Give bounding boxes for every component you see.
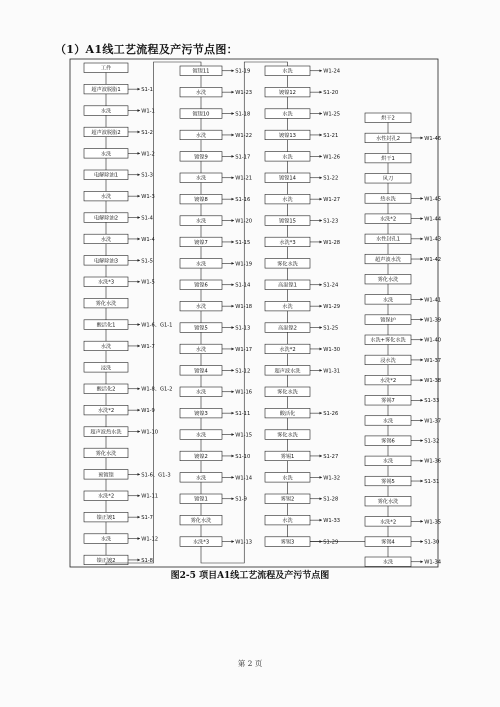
emission-node-label: S1-9 (235, 496, 247, 503)
arrow-head-icon (232, 326, 235, 329)
emission-node-label: W1-34 (424, 559, 442, 566)
emission-node-label: W1-35 (424, 519, 442, 526)
arrow-head-icon (232, 155, 235, 158)
emission-node-label: S1-12 (235, 368, 251, 375)
process-step-label: 水洗 (100, 194, 112, 201)
process-step-label: 高温镍2 (278, 325, 297, 332)
arrow-head-icon (320, 91, 323, 94)
process-step-label: 雾锡7 (381, 398, 395, 405)
process-step-label: 水洗*3 (192, 539, 210, 546)
emission-node-label: W1-11 (141, 493, 159, 500)
process-step-label: 雾化水洗 (277, 432, 298, 439)
process-step-label: 镀镍13 (279, 132, 296, 139)
arrow-head-icon (138, 559, 141, 562)
process-step-label: 水洗*2 (379, 378, 397, 385)
arrow-head-icon (421, 258, 424, 261)
emission-node-label: S1-33 (424, 398, 440, 405)
process-step-label: 超声波脱脂2 (91, 129, 121, 136)
emission-node-label: W1-39 (424, 317, 442, 324)
emission-node-label: S1-22 (323, 175, 339, 182)
process-step-label: 镀镍11 (192, 68, 210, 75)
arrow-head-icon (320, 348, 323, 351)
arrow-head-icon (138, 216, 141, 219)
arrow-head-icon (138, 88, 141, 91)
emission-node-label: S1-23 (323, 218, 339, 225)
process-step-label: 水性封孔1 (375, 236, 401, 243)
emission-node-label: W1-10 (141, 429, 159, 436)
arrow-head-icon (421, 560, 424, 563)
process-step-label: 镀镍15 (279, 218, 296, 225)
process-step-label: 酸活化2 (96, 386, 116, 393)
emission-node-label: W1-25 (323, 111, 341, 118)
process-step-label: 雾锡6 (381, 438, 395, 445)
process-step-label: 镀镍10 (192, 111, 210, 118)
arrow-head-icon (232, 305, 235, 308)
process-step-label: 水洗*2 (97, 493, 115, 500)
emission-node-label: W1-41 (424, 297, 442, 304)
process-step-label: 水洗 (195, 175, 207, 182)
process-step-label: 超声波脱脂1 (91, 87, 121, 94)
process-step-label: 水洗 (382, 559, 394, 566)
emission-node-label: W1-27 (323, 197, 341, 204)
arrow-head-icon (320, 283, 323, 286)
arrow-head-icon (320, 326, 323, 329)
process-step-label: 水洗 (195, 346, 207, 353)
arrow-head-icon (138, 152, 141, 155)
arrow-head-icon (138, 516, 141, 519)
arrow-head-icon (320, 69, 323, 72)
arrow-head-icon (232, 112, 235, 115)
process-step-label: 浸水洗 (380, 357, 396, 364)
emission-node-label: W1-32 (323, 475, 341, 482)
process-step-label: 工件 (100, 65, 112, 72)
arrow-head-icon (232, 283, 235, 286)
process-step-label: 水洗 (195, 90, 207, 97)
emission-node-label: S1-4 (141, 215, 153, 222)
process-step-label: 水洗 (100, 343, 112, 350)
process-step-label: 雾锡2 (280, 496, 295, 503)
emission-node-label: W1-43 (424, 236, 442, 243)
emission-node-label: W1-44 (424, 216, 442, 223)
arrow-head-icon (421, 439, 424, 442)
emission-node-label: S1-26 (323, 411, 339, 418)
emission-node-label: S1-25 (323, 325, 339, 332)
emission-node-label: W1-45 (424, 196, 442, 203)
arrow-head-icon (320, 412, 323, 415)
process-step-label: 水洗 (195, 389, 207, 396)
arrow-head-icon (421, 318, 424, 321)
arrow-head-icon (421, 379, 424, 382)
arrow-head-icon (138, 238, 141, 241)
process-step-label: 电解除油1 (93, 172, 119, 179)
page-number: 第 2 页 (237, 659, 263, 668)
arrow-head-icon (138, 409, 141, 412)
process-step-label: 水洗 (100, 536, 112, 543)
arrow-head-icon (320, 497, 323, 500)
process-step-label: 烘干2 (381, 115, 395, 122)
emission-node-label: W1-17 (235, 346, 253, 353)
process-step-label: 水洗 (195, 432, 207, 439)
emission-node-label: S1-14 (235, 282, 251, 289)
arrow-head-icon (138, 323, 141, 326)
emission-node-label: W1-21 (235, 175, 253, 182)
process-step-label: 电解除油3 (93, 258, 119, 265)
process-step-label: 水洗 (382, 297, 394, 304)
arrow-head-icon (421, 359, 424, 362)
emission-node-label: S1-24 (323, 282, 339, 289)
emission-node-label: S1-18 (235, 111, 251, 118)
arrow-head-icon (232, 241, 235, 244)
arrow-head-icon (421, 137, 424, 140)
emission-node-label: W1-12 (141, 536, 159, 543)
process-step-label: 水洗 (100, 151, 112, 158)
process-step-label: 镀镍8 (194, 197, 208, 204)
emission-node-label: S1-7 (141, 515, 153, 522)
emission-node-label: W1-15 (235, 432, 253, 439)
arrow-head-icon (138, 494, 141, 497)
arrow-head-icon (421, 540, 424, 543)
arrow-head-icon (232, 433, 235, 436)
emission-node-label: S1-17 (235, 154, 251, 161)
emission-node-label: W1-20 (235, 218, 253, 225)
process-step-label: 雾化水洗 (95, 450, 117, 457)
emission-node-label: S1-29 (323, 539, 339, 546)
emission-node-label: W1-6、G1-1 (141, 322, 173, 329)
arrow-head-icon (232, 91, 235, 94)
process-step-label: 镀镍7 (194, 239, 208, 246)
emission-node-label: W1-1 (141, 108, 155, 115)
arrow-head-icon (232, 455, 235, 458)
arrow-head-icon (421, 520, 424, 523)
arrow-head-icon (320, 219, 323, 222)
arrow-head-icon (232, 540, 235, 543)
emission-node-label: S1-11 (235, 411, 251, 418)
process-step-label: 水洗*2 (379, 216, 397, 223)
arrow-head-icon (138, 537, 141, 540)
process-step-label: 水洗 (282, 154, 293, 161)
emission-node-label: S1-30 (424, 539, 440, 546)
process-step-label: 雾锡1 (280, 453, 295, 460)
process-step-label: 水洗+雾化水洗 (370, 337, 406, 344)
process-step-label: 水洗 (100, 236, 112, 243)
process-step-label: 镀镍12 (279, 90, 296, 97)
emission-node-label: W1-23 (235, 90, 253, 97)
process-step-label: 水洗 (382, 458, 394, 465)
process-step-label: 镀镍3 (194, 411, 208, 418)
arrow-head-icon (232, 69, 235, 72)
emission-node-label: S1-13 (235, 325, 251, 332)
emission-node-label: W1-36 (424, 458, 442, 465)
arrow-head-icon (138, 387, 141, 390)
arrow-head-icon (320, 155, 323, 158)
arrow-head-icon (421, 237, 424, 240)
arrow-head-icon (232, 134, 235, 137)
process-step-label: 水洗 (282, 197, 293, 204)
emission-node-label: W1-14 (235, 475, 253, 482)
emission-node-label: W1-7 (141, 343, 155, 350)
emission-node-label: W1-24 (323, 68, 341, 75)
arrow-head-icon (138, 473, 141, 476)
process-step-label: 高温镍1 (278, 282, 297, 289)
process-step-label: 水洗 (282, 68, 293, 75)
process-step-label: 雾化水洗 (190, 518, 212, 525)
process-step-label: 烘干1 (381, 156, 395, 163)
arrow-head-icon (232, 412, 235, 415)
process-step-label: 镀镍1 (194, 496, 208, 503)
process-step-label: 水洗 (195, 261, 207, 268)
emission-node-label: S1-28 (323, 496, 339, 503)
process-step-label: 预镀镍 (98, 472, 114, 479)
arrow-head-icon (320, 112, 323, 115)
arrow-head-icon (320, 134, 323, 137)
arrow-head-icon (421, 298, 424, 301)
process-step-label: 雾化水洗 (277, 261, 298, 268)
arrow-head-icon (138, 280, 141, 283)
process-step-label: 水洗 (195, 475, 207, 482)
process-step-label: 雾化水洗 (377, 499, 399, 506)
arrow-head-icon (320, 369, 323, 372)
emission-node-label: W1-16 (235, 389, 253, 396)
emission-node-label: W1-3 (141, 194, 155, 201)
arrow-head-icon (232, 198, 235, 201)
emission-node-label: W1-33 (323, 518, 341, 525)
emission-node-label: S1-20 (323, 90, 339, 97)
emission-node-label: W1-18 (235, 304, 253, 311)
emission-node-label: W1-29 (323, 304, 341, 311)
arrow-head-icon (320, 455, 323, 458)
process-step-label: 雾化水洗 (277, 389, 298, 396)
emission-node-label: W1-30 (323, 346, 341, 353)
arrow-head-icon (138, 259, 141, 262)
arrow-head-icon (421, 399, 424, 402)
process-step-label: 超声波热水洗 (90, 429, 122, 436)
emission-node-label: S1-27 (323, 453, 339, 460)
process-step-label: 水洗 (282, 111, 293, 118)
process-step-label: 镀镍9 (194, 154, 208, 161)
emission-node-label: W1-2 (141, 151, 155, 158)
process-step-label: 水洗*3 (279, 239, 296, 246)
arrow-head-icon (232, 390, 235, 393)
process-step-label: 电解除油2 (93, 215, 119, 222)
emission-node-label: W1-19 (235, 261, 253, 268)
emission-node-label: W1-42 (424, 256, 442, 263)
process-step-label: 镍正镀1 (96, 515, 116, 522)
process-step-label: 酸活化1 (96, 322, 116, 329)
process-step-label: 超声波水洗 (274, 368, 301, 375)
process-step-label: 风刀 (382, 176, 394, 183)
arrow-head-icon (138, 430, 141, 433)
arrow-head-icon (421, 197, 424, 200)
process-step-label: 雾化水洗 (377, 277, 399, 284)
emission-node-label: W1-8、G1-2 (141, 386, 173, 393)
section-heading: （1）A1线工艺流程及产污节点图： (55, 43, 238, 56)
emission-node-label: S1-31 (424, 478, 440, 485)
process-step-label: 水洗 (282, 475, 293, 482)
arrow-head-icon (232, 348, 235, 351)
arrow-head-icon (232, 219, 235, 222)
process-step-label: 镀镍5 (194, 325, 208, 332)
process-step-label: 水洗 (282, 518, 293, 525)
arrow-head-icon (320, 176, 323, 179)
emission-node-label: W1-46 (424, 135, 442, 142)
emission-node-label: S1-15 (235, 239, 251, 246)
emission-node-label: S1-3 (141, 172, 153, 179)
process-step-label: 镍正镀2 (96, 557, 116, 564)
process-step-label: 水性封孔2 (375, 135, 401, 142)
process-step-label: 水洗*2 (279, 346, 296, 353)
process-step-label: 水洗 (282, 304, 293, 311)
emission-node-label: S1-1 (141, 87, 153, 94)
process-step-label: 水洗 (100, 108, 112, 115)
emission-node-label: W1-37 (424, 357, 442, 364)
emission-node-label: W1-5 (141, 279, 155, 286)
process-step-label: 水洗*2 (379, 519, 397, 526)
arrow-head-icon (320, 305, 323, 308)
arrow-head-icon (138, 195, 141, 198)
process-step-label: 雾锡5 (381, 478, 395, 485)
arrow-head-icon (138, 173, 141, 176)
emission-node-label: W1-40 (424, 337, 442, 344)
arrow-head-icon (320, 198, 323, 201)
emission-node-label: W1-4 (141, 236, 155, 243)
arrow-head-icon (421, 338, 424, 341)
process-step-label: 雾锡4 (381, 539, 395, 546)
figure-caption: 图2-5 项目A1线工艺流程及产污节点图 (170, 571, 330, 581)
emission-node-label: W1-38 (424, 378, 442, 385)
arrow-head-icon (138, 109, 141, 112)
emission-node-label: W1-28 (323, 239, 341, 246)
emission-node-label: W1-26 (323, 154, 341, 161)
process-step-label: 水洗 (195, 132, 207, 139)
process-step-label: 镀镍6 (194, 282, 208, 289)
emission-node-label: S1-19 (235, 68, 251, 75)
process-step-label: 水洗*2 (97, 408, 115, 415)
emission-node-label: S1-2 (141, 129, 153, 136)
process-step-label: 水洗 (382, 418, 394, 425)
emission-node-label: S1-10 (235, 453, 251, 460)
arrow-head-icon (320, 241, 323, 244)
emission-node-label: S1-32 (424, 438, 440, 445)
arrow-head-icon (421, 480, 424, 483)
arrow-head-icon (232, 262, 235, 265)
arrow-head-icon (232, 497, 235, 500)
process-step-label: 雾化水洗 (95, 301, 117, 308)
process-step-label: 镀镍2 (194, 453, 208, 460)
process-step-label: 水洗 (195, 218, 207, 225)
arrow-head-icon (138, 131, 141, 134)
process-step-label: 热水洗 (380, 196, 396, 203)
arrow-head-icon (421, 459, 424, 462)
arrow-head-icon (232, 176, 235, 179)
emission-node-label: W1-37 (424, 418, 442, 425)
process-step-label: 镀镍14 (279, 175, 296, 182)
emission-node-label: S1-5 (141, 258, 153, 265)
process-step-label: 镀镍4 (194, 368, 208, 375)
arrow-head-icon (138, 345, 141, 348)
process-step-label: 超声波水洗 (375, 256, 401, 263)
process-step-label: 水洗 (195, 304, 207, 311)
emission-node-label: W1-22 (235, 132, 253, 139)
process-step-label: 酸活化 (279, 411, 296, 418)
process-step-label: 浸洗 (100, 365, 112, 372)
emission-node-label: W1-9 (141, 408, 155, 415)
arrow-head-icon (421, 217, 424, 220)
process-step-label: 镀保护 (380, 317, 396, 324)
arrow-head-icon (320, 519, 323, 522)
emission-node-label: S1-8 (141, 557, 153, 564)
process-step-label: 雾锡3 (280, 539, 295, 546)
arrow-head-icon (421, 419, 424, 422)
arrow-head-icon (232, 476, 235, 479)
emission-node-label: W1-13 (235, 539, 253, 546)
emission-node-label: S1-21 (323, 132, 339, 139)
emission-node-label: S1-6、G1-3 (141, 472, 171, 479)
process-step-label: 水洗*3 (97, 279, 115, 286)
arrow-head-icon (320, 476, 323, 479)
emission-node-label: W1-31 (323, 368, 341, 375)
emission-node-label: S1-16 (235, 197, 251, 204)
arrow-head-icon (232, 369, 235, 372)
